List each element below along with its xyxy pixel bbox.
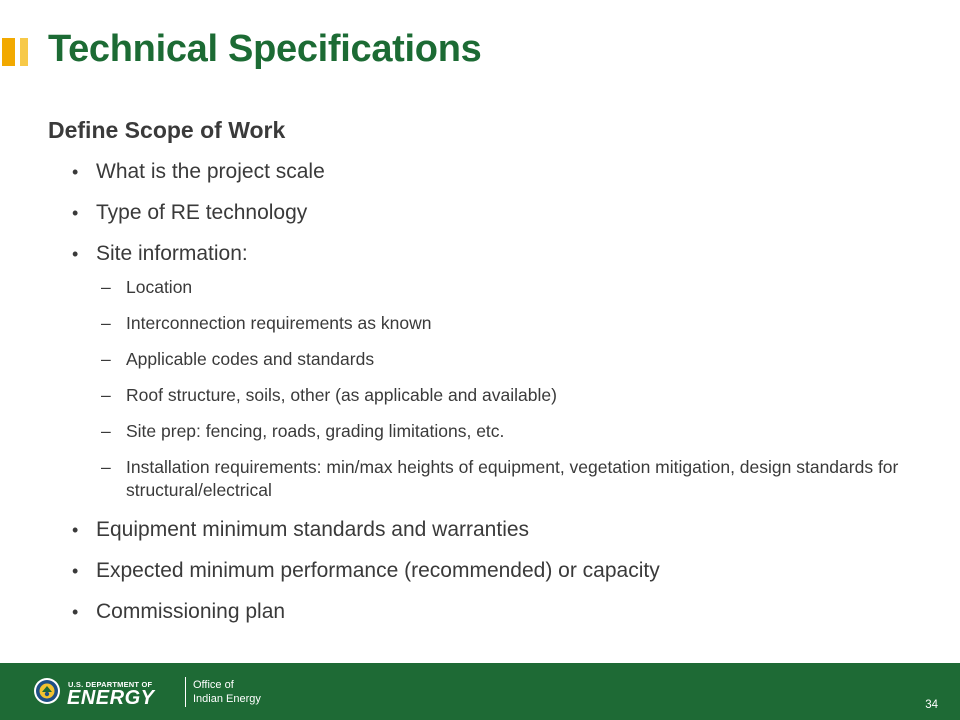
bullet-text: What is the project scale: [96, 160, 325, 183]
bullet-dot: •: [72, 162, 79, 182]
sub-dash: –: [101, 421, 111, 441]
logo-divider: [185, 677, 186, 707]
bullet-text: Expected minimum performance (recommended) or capacity: [96, 559, 660, 582]
bullet-dot: •: [72, 203, 79, 223]
bullet-item: [48, 199, 928, 227]
sub-dash: –: [101, 385, 111, 405]
bullet-dot: •: [72, 244, 79, 264]
slide-footer: [0, 663, 960, 720]
bullet-text: Type of RE technology: [96, 201, 308, 224]
doe-office-logo: [33, 677, 293, 707]
bullet-item: [48, 557, 928, 585]
office-name-line2: Indian Energy: [193, 693, 261, 705]
sub-item-text: Location: [126, 277, 193, 297]
org-name-small: U.S. DEPARTMENT OF: [68, 680, 153, 689]
bullet-text: Equipment minimum standards and warranties: [96, 518, 530, 541]
slide-content: [48, 115, 928, 626]
sub-item: [48, 348, 928, 371]
bullet-text: Commissioning plan: [96, 600, 286, 623]
sub-item-text: Roof structure, soils, other (as applicable and available): [126, 385, 557, 405]
sub-item-text: Applicable codes and standards: [126, 349, 375, 369]
sub-item: [48, 312, 928, 335]
site-information-sublist: [48, 276, 928, 502]
bullet-dot: •: [72, 520, 79, 540]
bullet-dot: •: [72, 602, 79, 622]
bullet-item: [48, 516, 928, 544]
sub-item: [48, 420, 928, 443]
bullet-text: Site information:: [96, 242, 248, 265]
org-name-big: ENERGY: [67, 687, 155, 709]
accent-bar-light: [20, 38, 28, 66]
sub-dash: –: [101, 313, 111, 333]
page-number: 34: [925, 699, 938, 711]
sub-dash: –: [101, 349, 111, 369]
sub-item-text: Site prep: fencing, roads, grading limitations, etc.: [126, 421, 505, 441]
section-heading: Define Scope of Work: [48, 117, 286, 143]
bullet-dot: •: [72, 561, 79, 581]
sub-item: [48, 384, 928, 407]
title-accent-bars: [2, 38, 34, 66]
accent-bar-dark: [2, 38, 15, 66]
bullet-item: [48, 158, 928, 186]
bullet-item: [48, 598, 928, 626]
slide-title: Technical Specifications: [48, 28, 482, 70]
sub-item: [48, 456, 928, 502]
sub-dash: –: [101, 457, 111, 477]
office-name-line1: Office of: [193, 679, 234, 691]
doe-seal-icon: [33, 677, 61, 705]
sub-item-text: Interconnection requirements as known: [126, 313, 432, 333]
sub-item-text: Installation requirements: min/max heights of equipment, vegetation mitigation, design standards for structural/electrical: [126, 457, 899, 500]
sub-dash: –: [101, 277, 111, 297]
sub-item: [48, 276, 928, 299]
bullet-item: [48, 240, 928, 268]
